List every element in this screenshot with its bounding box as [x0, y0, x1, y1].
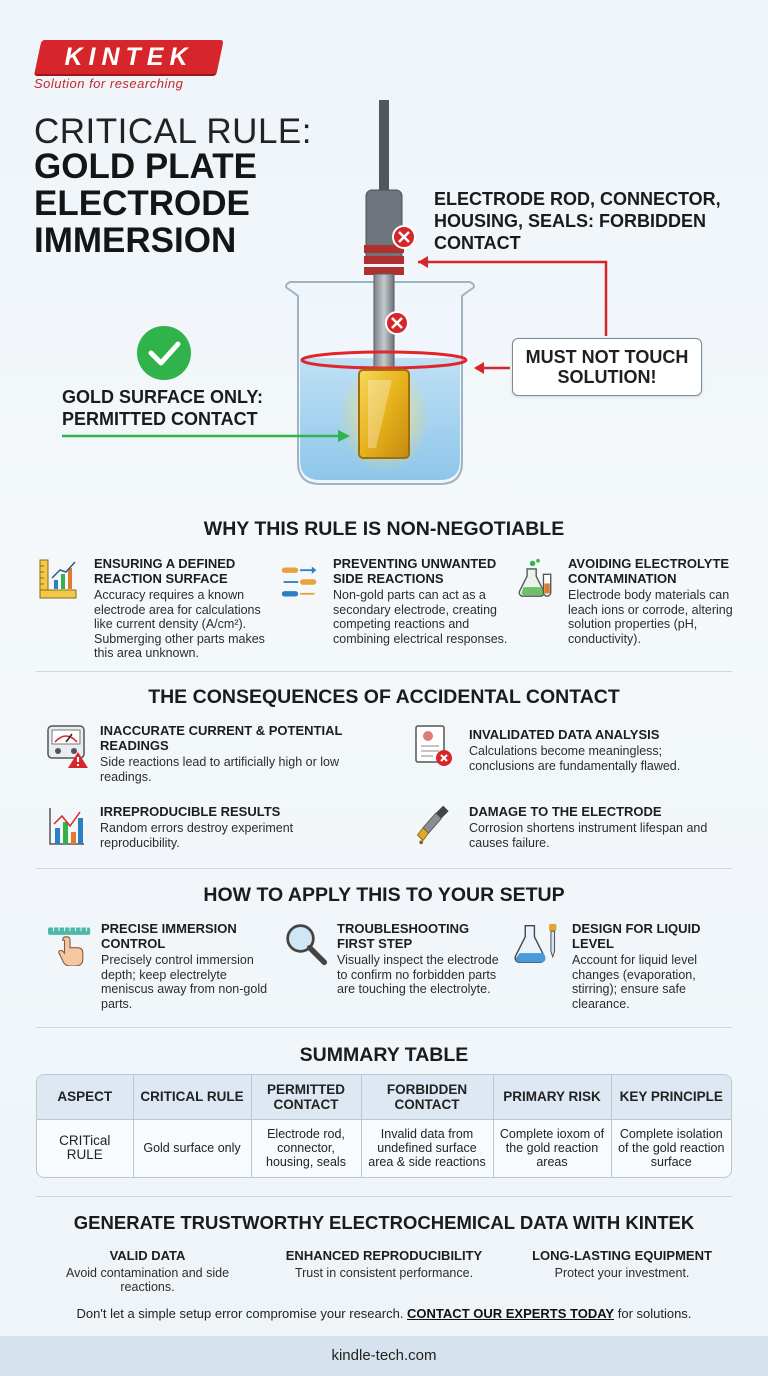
why-heading: WHY THIS RULE IS NON-NEGOTIABLE	[203, 518, 565, 540]
logo-wordmark: KINTEK	[64, 43, 194, 71]
table-cell: Complete ioxom of the gold reaction areas	[493, 1119, 611, 1177]
cta-item-body: Protect your investment.	[554, 1266, 690, 1280]
apply-card-3	[572, 921, 732, 1011]
arrows-icon	[280, 560, 320, 604]
card-title: AVOIDING ELECTROLYTE CONTAMINATION	[568, 556, 730, 586]
bar-chart-icon	[46, 804, 86, 848]
why-card-1	[94, 556, 274, 661]
why-card-3	[568, 556, 738, 646]
table-header-cell: ASPECT	[37, 1075, 133, 1119]
card-body: Account for liquid level changes (evaporation, stirring); ensure safe clearance.	[572, 953, 698, 1011]
ruler-chart-icon	[38, 556, 78, 600]
summary-heading: SUMMARY TABLE	[299, 1044, 469, 1066]
card-body: Corrosion shortens instrument lifespan and causes failure.	[469, 821, 708, 850]
apply-heading: HOW TO APPLY THIS TO YOUR SETUP	[203, 884, 565, 906]
card-title: DAMAGE TO THE ELECTRODE	[469, 804, 662, 819]
footer-url[interactable]: kindle-tech.com	[331, 1347, 437, 1364]
card-body: Precisely control immersion depth; keep electrelyte meniscus away from non-gold parts.	[101, 953, 268, 1011]
table-header-cell: CRITICAL RULE	[133, 1075, 251, 1119]
cta-line	[0, 1306, 768, 1321]
cta-item-title: VALID DATA	[109, 1248, 186, 1263]
check-icon	[137, 326, 191, 380]
card-title: PREVENTING UNWANTED SIDE REACTIONS	[333, 556, 497, 586]
permitted-contact-label: GOLD SURFACE ONLY: PERMITTED CONTACT	[62, 387, 264, 429]
table-cell: Invalid data from undefined surface area & side reactions	[361, 1119, 493, 1177]
magnifier-icon	[282, 922, 330, 966]
consequence-card-3	[100, 804, 350, 850]
forbidden-contact-label: ELECTRODE ROD, CONNECTOR, HOUSING, SEALS: FORBIDDEN CONTACT	[434, 189, 721, 253]
cta-item-body: Avoid contamination and side reactions.	[65, 1266, 230, 1294]
table-row	[37, 1119, 731, 1177]
cta-item-2	[274, 1248, 494, 1280]
table-header-cell: KEY PRINCIPLE	[611, 1075, 731, 1119]
immersion-control-icon	[46, 922, 94, 966]
table-cell: CRITical RULE	[37, 1119, 133, 1177]
damaged-electrode-icon	[414, 802, 454, 846]
cta-heading: GENERATE TRUSTWORTHY ELECTROCHEMICAL DATA WITH KINTEK	[73, 1212, 695, 1233]
flask-dropper-icon	[514, 922, 564, 966]
footer	[0, 1336, 768, 1376]
consequence-card-2	[469, 727, 729, 773]
table-cell: Electrode rod, connector, housing, seals	[251, 1119, 361, 1177]
table-cell: Complete isolation of the gold reaction surface	[618, 1127, 725, 1170]
page-title-line1: CRITICAL RULE:	[34, 112, 312, 151]
cta-item-1	[60, 1248, 235, 1294]
logo-tagline: Solution for researching	[34, 76, 184, 91]
table-header-cell: PRIMARY RISK	[493, 1075, 611, 1119]
divider	[36, 1196, 732, 1197]
divider	[36, 1027, 732, 1028]
flask-icon	[518, 556, 558, 600]
card-title: ENSURING A DEFINED REACTION SURFACE	[94, 556, 236, 586]
meter-warning-icon	[46, 724, 90, 768]
card-body: Accuracy requires a known electrode area for calculations like current density (A/cm²). Submerging other parts makes this area unknown.	[94, 588, 265, 660]
consequences-heading: THE CONSEQUENCES OF ACCIDENTAL CONTACT	[148, 686, 620, 708]
card-body: Electrode body materials can leach ions or corrode, altering solution properties (pH, conductivity).	[568, 588, 733, 646]
table-header-cell: PERMITTED CONTACT	[251, 1075, 361, 1119]
cable	[379, 100, 389, 192]
apply-card-1	[101, 921, 281, 1011]
why-card-2	[333, 556, 513, 646]
electrode-diagram	[0, 100, 768, 520]
table-header-row	[37, 1075, 731, 1119]
document-error-icon	[414, 724, 454, 768]
summary-table	[36, 1074, 732, 1178]
cta-text-before: Don't let a simple setup error compromise your research.	[76, 1306, 408, 1321]
cta-item-3	[522, 1248, 722, 1280]
card-body: Side reactions lead to artificially high or low readings.	[100, 755, 340, 784]
cta-item-body: Trust in consistent performance.	[294, 1266, 474, 1280]
consequence-card-4	[469, 804, 729, 850]
must-not-touch-callout: MUST NOT TOUCH SOLUTION!	[512, 338, 702, 396]
cta-item-title: ENHANCED REPRODUCIBILITY	[285, 1248, 483, 1263]
cta-item-title: LONG-LASTING EQUIPMENT	[532, 1248, 712, 1263]
page-title-line2: GOLD PLATE ELECTRODE IMMERSION	[34, 147, 257, 260]
card-title: DESIGN FOR LIQUID LEVEL	[572, 921, 701, 951]
apply-card-2	[337, 921, 507, 997]
card-title: IRREPRODUCIBLE RESULTS	[100, 804, 281, 819]
card-title: TROUBLESHOOTING FIRST STEP	[337, 921, 470, 951]
card-body: Calculations become meaningless; conclusions are fundamentally flawed.	[469, 744, 681, 773]
consequence-card-1	[100, 723, 350, 784]
card-title: PRECISE IMMERSION CONTROL	[101, 921, 237, 951]
card-body: Random errors destroy experiment reproducibility.	[100, 821, 294, 850]
card-title: INVALIDATED DATA ANALYSIS	[469, 727, 660, 742]
divider	[36, 671, 732, 672]
card-title: INACCURATE CURRENT & POTENTIAL READINGS	[100, 723, 343, 753]
table-header-cell: FORBIDDEN CONTACT	[361, 1075, 493, 1119]
card-body: Non-gold parts can act as a secondary electrode, creating competing reactions and combining electrical responses.	[333, 588, 508, 646]
card-body: Visually inspect the electrode to confirm no forbidden parts are touching the electrolyte.	[337, 953, 499, 996]
contact-experts-link[interactable]: CONTACT OUR EXPERTS TODAY	[407, 1306, 615, 1321]
cta-text-after: for solutions.	[614, 1306, 692, 1321]
divider	[36, 868, 732, 869]
table-cell: Gold surface only	[133, 1119, 251, 1177]
